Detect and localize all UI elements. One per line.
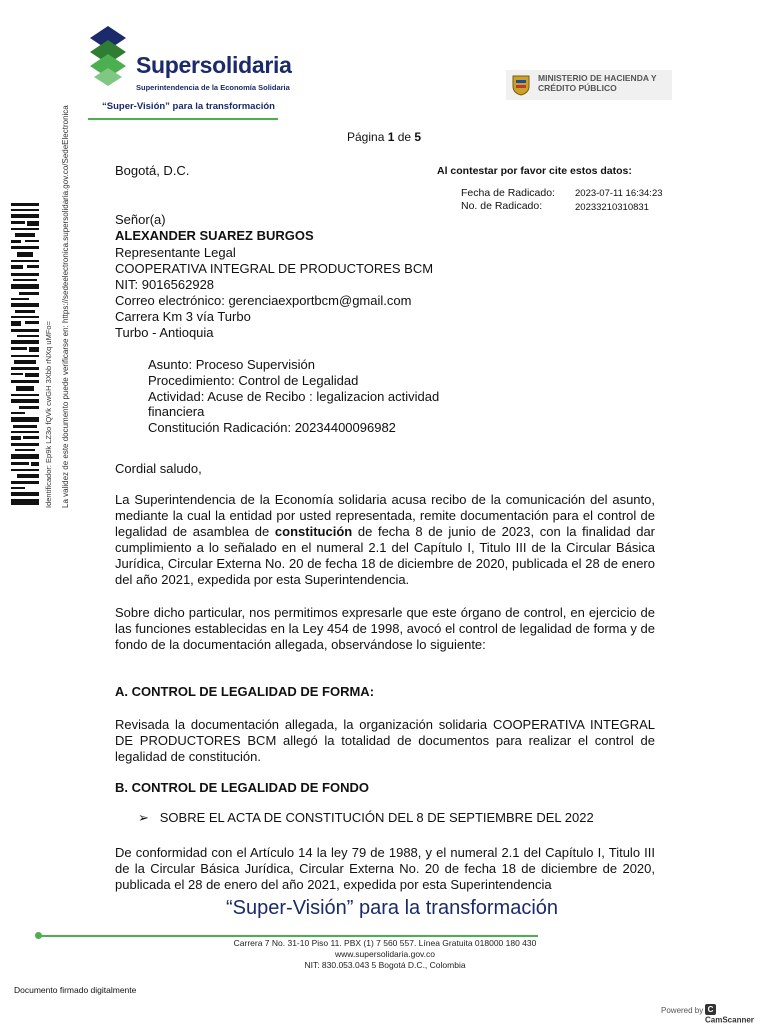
radicado-date-value: 2023-07-11 16:34:23 xyxy=(575,188,663,199)
ministry-name: MINISTERIO DE HACIENDA Y CRÉDITO PÚBLICO xyxy=(538,73,657,93)
brand-slogan: “Super-Visión” para la transformación xyxy=(102,101,275,112)
radicado-number-value: 20233210310831 xyxy=(575,202,649,213)
page-number: Página 1 de 5 xyxy=(347,130,422,144)
recipient-address: Carrera Km 3 vía Turbo xyxy=(115,309,251,324)
brand-subtitle: Superintendencia de la Economía Solidaria xyxy=(136,83,290,92)
recipient-city: Turbo - Antioquia xyxy=(115,325,214,340)
bullet-acta-constitucion: ➢ SOBRE EL ACTA DE CONSTITUCIÓN DEL 8 DE SEPTIEMBRE DEL 2022 xyxy=(138,810,594,825)
subject-procedimiento: Procedimiento: Control de Legalidad xyxy=(148,373,359,388)
footer-dot xyxy=(35,932,42,939)
paragraph-4: De conformidad con el Artículo 14 la ley 79 de 1988, y el numeral 2.1 del Capítulo I, Titulo III de la Circular Básica Jurídica, Circular Externa No. 20 de fecha 18 de diciembre de 2020, publicada el 28 de enero del año 2021, expedida por esta Superintendencia xyxy=(115,845,655,892)
arrow-bullet-icon: ➢ xyxy=(138,810,149,825)
recipient-nit: NIT: 9016562928 xyxy=(115,277,215,292)
paragraph-1: La Superintendencia de la Economía solidaria acusa recibo de la comunicación del asunto, mediante la cual la entidad por usted representada, remite documentación para el control de legalidad de asamblea de constitución de fecha 8 de junio de 2023, con la finalidad dar cumplimiento a lo señalado en el numeral 2.1 del Capítulo I, Titulo III de la Circular Básica Jurídica, Circular Externa No. 20 de fecha 18 de diciembre de 2020, publicada el 28 de enero del año 2021, expedida por esta Superintendencia. xyxy=(115,492,656,587)
radicado-number-label: No. de Radicado: xyxy=(461,200,543,212)
verification-url-text: La validez de este documento puede verificarse en: https://sedeelectronica.supersolidaria.gov.co/SedeElectronica xyxy=(61,105,70,508)
recipient-salutation: Señor(a) xyxy=(115,212,166,227)
cite-instructions: Al contestar por favor cite estos datos: xyxy=(437,165,632,177)
supersolidaria-logo xyxy=(88,22,298,117)
footer-address: Carrera 7 No. 31-10 Piso 11. PBX (1) 7 560 557. Línea Gratuita 018000 180 430 xyxy=(233,938,537,948)
footer-website: www.supersolidaria.gov.co xyxy=(335,949,435,959)
subject-constitucion: Constitución Radicación: 20234400096982 xyxy=(148,420,396,435)
digital-signature-note: Documento firmado digitalmente xyxy=(14,985,137,995)
recipient-role: Representante Legal xyxy=(115,245,236,260)
footer-nit: NIT: 830.053.043 5 Bogotá D.C., Colombia xyxy=(304,960,466,970)
document-identifier-text: Identificador: Ep9k LZ3o fQVk cwGH 3Xbb rNXq uMFo= xyxy=(44,321,53,508)
footer-divider xyxy=(38,935,538,937)
camscanner-icon: C xyxy=(705,1004,716,1015)
footer-contact xyxy=(200,938,570,971)
radicado-date-label: Fecha de Radicado: xyxy=(461,187,555,199)
brand-name: Supersolidaria xyxy=(136,52,292,78)
coat-of-arms-icon xyxy=(512,74,530,96)
recipient-name: ALEXANDER SUAREZ BURGOS xyxy=(115,228,314,243)
logo-mark-icon xyxy=(88,26,128,88)
recipient-email: Correo electrónico: gerenciaexportbcm@gmail.com xyxy=(115,293,412,308)
greeting: Cordial saludo, xyxy=(115,461,202,476)
heading-control-fondo: B. CONTROL DE LEGALIDAD DE FONDO xyxy=(115,780,369,795)
recipient-organization: COOPERATIVA INTEGRAL DE PRODUCTORES BCM xyxy=(115,261,434,276)
camscanner-logo xyxy=(705,1004,763,1024)
subject-asunto: Asunto: Proceso Supervisión xyxy=(148,357,315,372)
paragraph-2: Sobre dicho particular, nos permitimos expresarle que este órgano de control, en ejercicio de las funciones establecidas en la Ley 454 de 1998, avocó el control de legalidad de forma y de fondo de la documentación allegada, observándose lo siguiente: xyxy=(115,605,655,652)
footer-slogan: “Super-Visión” para la transformación xyxy=(226,897,559,919)
camscanner-text: CamScanner xyxy=(705,1015,754,1024)
letter-city: Bogotá, D.C. xyxy=(115,163,190,178)
slogan-underline xyxy=(88,118,278,120)
powered-by-label: Powered by xyxy=(661,1006,704,1015)
verification-barcode-icon xyxy=(11,203,39,505)
heading-control-forma: A. CONTROL DE LEGALIDAD DE FORMA: xyxy=(115,684,375,699)
ministry-logo xyxy=(506,70,672,100)
paragraph-3: Revisada la documentación allegada, la organización solidaria COOPERATIVA INTEGRAL DE PRODUCTORES BCM allegó la totalidad de documentos para realizar el control de legalidad de constitución. xyxy=(115,717,655,764)
subject-actividad-cont: financiera xyxy=(148,404,205,419)
subject-actividad: Actividad: Acuse de Recibo : legalizacion actividad xyxy=(148,389,440,404)
